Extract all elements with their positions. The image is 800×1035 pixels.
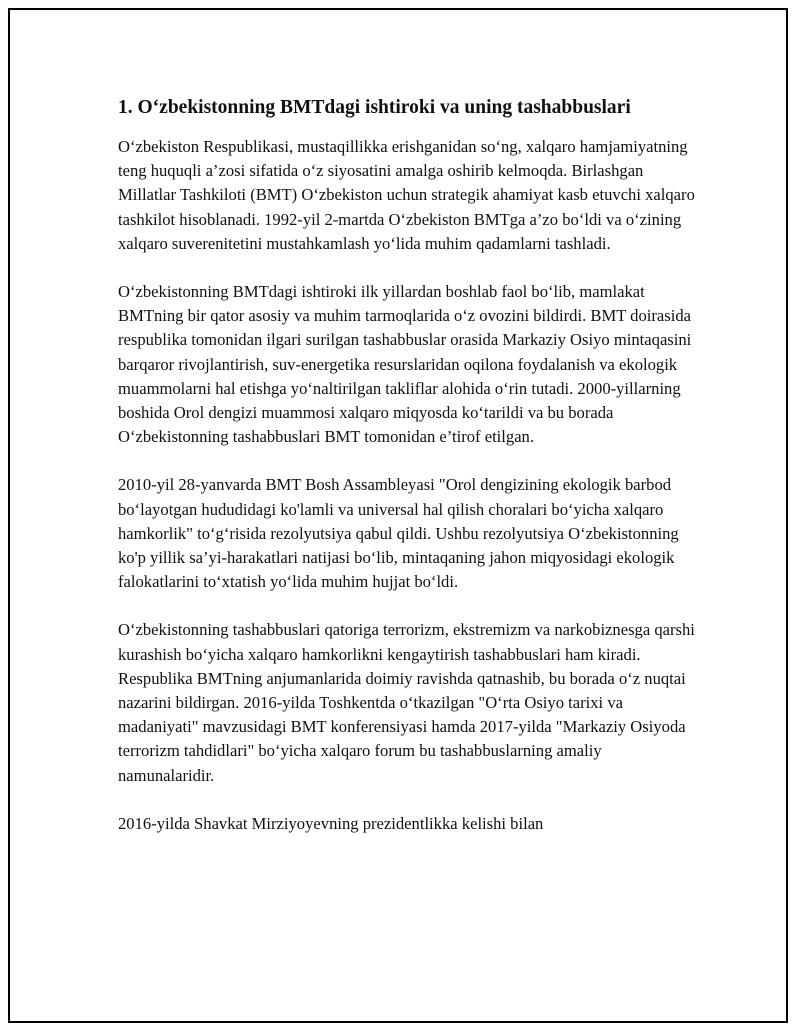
paragraph-5: 2016-yilda Shavkat Mirziyoyevning prezidentlikka kelishi bilan bbox=[118, 813, 544, 833]
document-body bbox=[118, 96, 698, 860]
paragraph-4: O‘zbekistonning tashabbuslari qatoriga terrorizm, ekstremizm va narkobiznesga qarshi kurashish bo‘yicha xalqaro hamkorlikni kengaytirish tashabbuslari ham kiradi. Respublika BMTning anjumanlarida doimiy ravishda qatnashib, bu borada o‘z nuqtai nazarini bildirgan. 2016-yilda Toshkentda o‘tkazilgan "O‘rta Osiyo tarixi va madaniyati" mavzusidagi BMT konferensiyasi hamda 2017-yilda "Markaziy Osiyoda terrorizm tahdidlari" bo‘yicha xalqaro forum bu tashabbuslarning amaliy namunalaridir. bbox=[118, 620, 695, 785]
paragraph-2: O‘zbekistonning BMTdagi ishtiroki ilk yillardan boshlab faol bo‘lib, mamlakat BMTning bir qator asosiy va muhim tarmoqlarida o‘z ovozini bildirdi. BMT doirasida respublika tomonidan ilgari surilgan tashabbuslar orasida Markaziy Osiyo mintaqasini barqaror rivojlantirish, suv-energetika resurslaridan oqilona foydalanish va ekologik muammolarni hal etishga yo‘naltirilgan takliflar alohida o‘rin tutadi. 2000-yillarning boshida Orol dengizi muammosi xalqaro miqyosda ko‘tarildi va bu borada O‘zbekistonning tashabbuslari BMT tomonidan e’tirof etilgan. bbox=[118, 282, 692, 447]
section-heading: 1. O‘zbekistonning BMTdagi ishtiroki va uning tashabbuslari bbox=[118, 97, 631, 118]
paragraph-3: 2010-yil 28-yanvarda BMT Bosh Assambleyasi "Orol dengizining ekologik barbod bo‘layotgan hududidagi ko'lamli va universal hal qilish choralari bo‘yicha xalqaro hamkorlik" to‘g‘risida rezolyutsiya qabul qildi. Ushbu rezolyutsiya O‘zbekistonning ko'p yillik sa’yi-harakatlari natijasi bo‘lib, mintaqaning jahon miqyosidagi ekologik falokatlarini to‘xtatish yo‘lida muhim hujjat bo‘ldi. bbox=[118, 475, 679, 592]
paragraph-1: O‘zbekiston Respublikasi, mustaqillikka erishganidan so‘ng, xalqaro hamjamiyatning teng huquqli a’zosi sifatida o‘z siyosatini amalga oshirib kelmoqda. Birlashgan Millatlar Tashkiloti (BMT) O‘zbekiston uchun strategik ahamiyat kasb etuvchi xalqaro tashkilot hisoblanadi. 1992-yil 2-martda O‘zbekiston BMTga a’zo bo‘ldi va o‘zining xalqaro suverenitetini mustahkamlash yo‘lida muhim qadamlarni tashladi. bbox=[118, 137, 695, 253]
document-page bbox=[8, 8, 788, 1023]
